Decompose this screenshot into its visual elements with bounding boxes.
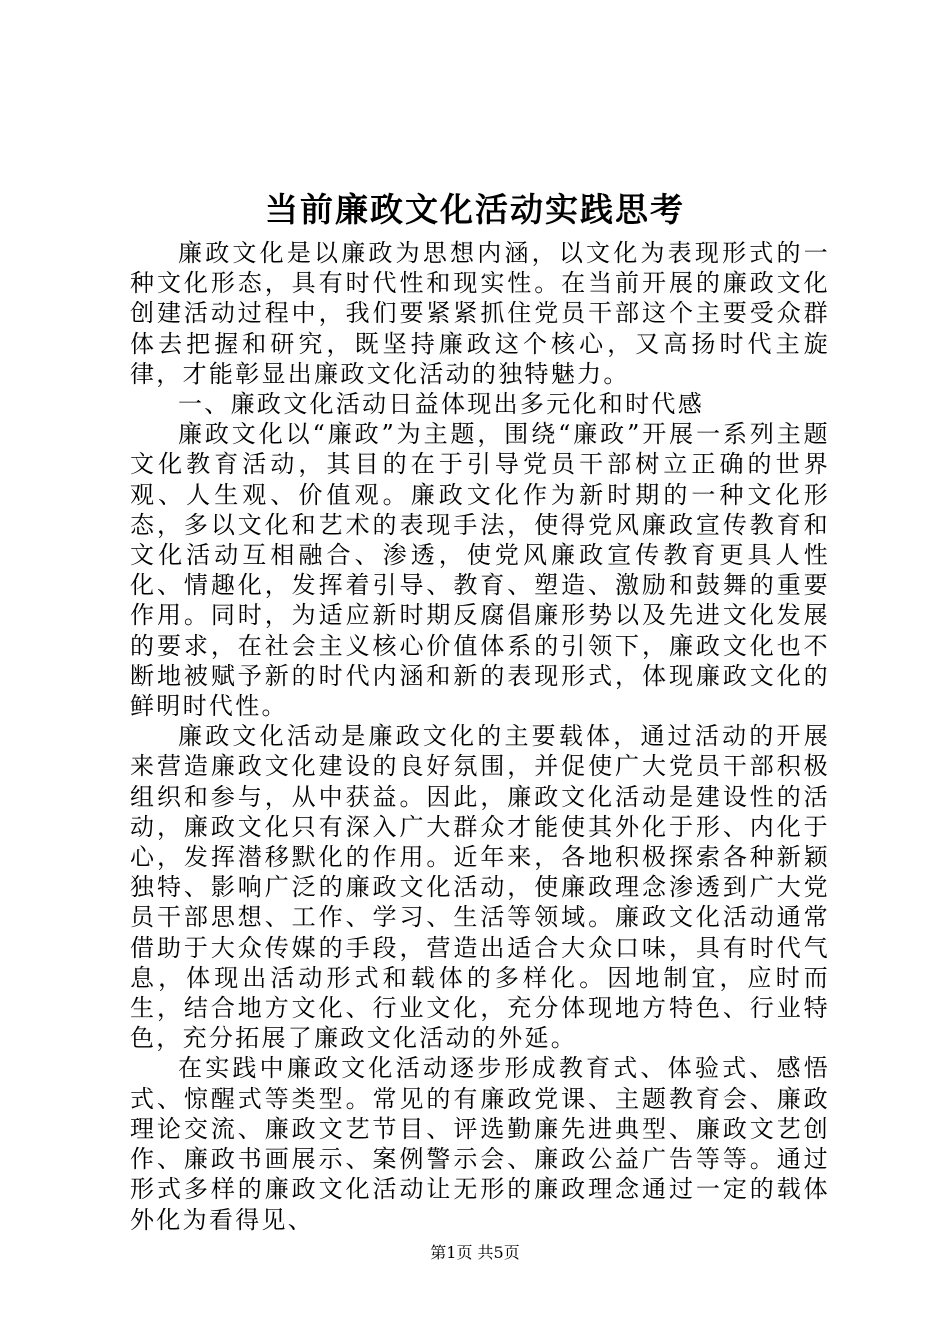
page-number-footer: 第1页 共5页	[430, 1243, 520, 1262]
paragraph-activities: 廉政文化活动是廉政文化的主要载体，通过活动的开展来营造廉政文化建设的良好氛围，并促使广大党员干部积极组织和参与，从中获益。因此，廉政文化活动是建设性的活动，廉政文化只有深入广大群众才能使其外化于形、内化于心，发挥潜移默化的作用。近年来，各地积极探索各种新颖独特、影响广泛的廉政文化活动，使廉政理念渗透到广大党员干部思想、工作、学习、生活等领域。廉政文化活动通常借助于大众传媒的手段，营造出适合大众口味，具有时代气息，体现出活动形式和载体的多样化。因地制宜，应时而生，结合地方文化、行业文化，充分体现地方特色、行业特色，充分拓展了廉政文化活动的外延。	[130, 722, 830, 1053]
paragraph-practice: 在实践中廉政文化活动逐步形成教育式、体验式、感悟式、惊醒式等类型。常见的有廉政党课、主题教育会、廉政理论交流、廉政文艺节目、评选勤廉先进典型、廉政文艺创作、廉政书画展示、案例警示会、廉政公益广告等等。通过形式多样的廉政文化活动让无形的廉政理念通过一定的载体外化为看得见、	[130, 1054, 830, 1234]
document-body	[130, 238, 830, 1235]
document-title: 当前廉政文化活动实践思考	[265, 190, 685, 229]
paragraph-intro: 廉政文化是以廉政为思想内涵，以文化为表现形式的一种文化形态，具有时代性和现实性。在当前开展的廉政文化创建活动过程中，我们要紧紧抓住党员干部这个主要受众群体去把握和研究，既坚持廉政这个核心，又高扬时代主旋律，才能彰显出廉政文化活动的独特魅力。	[130, 239, 830, 388]
section-heading-1: 一、廉政文化活动日益体现出多元化和时代感	[178, 390, 704, 419]
paragraph-theme: 廉政文化以“廉政”为主题，围绕“廉政”开展一系列主题文化教育活动，其目的在于引导党员干部树立正确的世界观、人生观、价值观。廉政文化作为新时期的一种文化形态，多以文化和艺术的表现手法，使得党风廉政宣传教育和文化活动互相融合、渗透，使党风廉政宣传教育更具人性化、情趣化，发挥着引导、教育、塑造、激励和鼓舞的重要作用。同时，为适应新时期反腐倡廉形势以及先进文化发展的要求，在社会主义核心价值体系的引领下，廉政文化也不断地被赋予新的时代内涵和新的表现形式，体现廉政文化的鲜明时代性。	[130, 420, 830, 721]
